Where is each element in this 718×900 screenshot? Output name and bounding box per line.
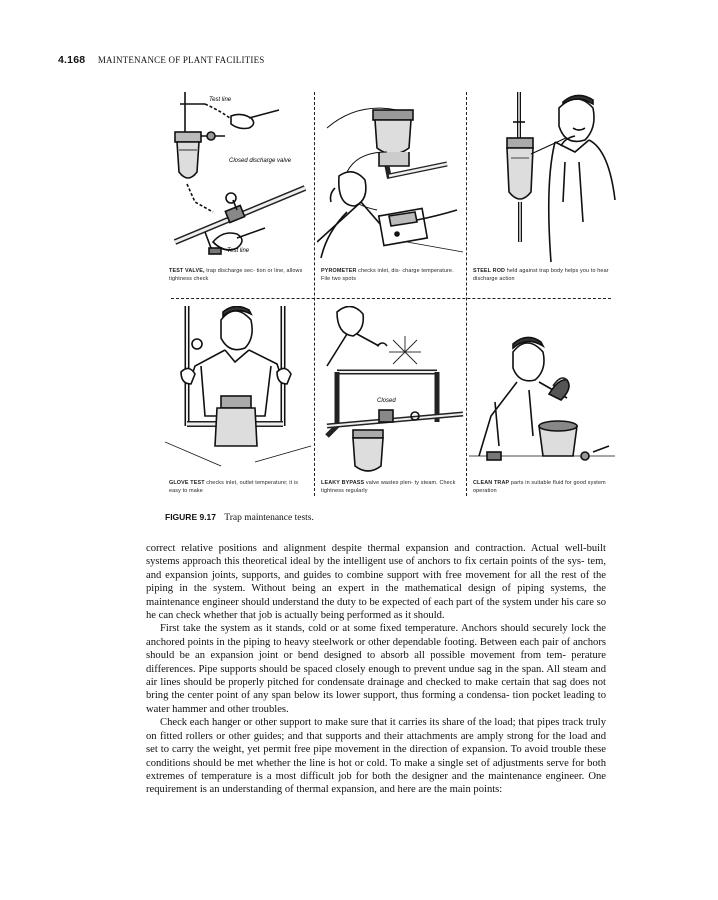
label-closed-discharge: Closed discharge valve — [229, 158, 292, 164]
leaky-bypass-illustration — [317, 306, 465, 476]
panel-test-valve — [165, 92, 313, 292]
separator-horizontal — [171, 298, 611, 299]
caption-bold: CLEAN TRAP — [473, 480, 510, 486]
separator-vertical-right — [466, 92, 467, 496]
test-valve-illustration — [165, 92, 313, 262]
panel-pyrometer — [317, 92, 465, 292]
figure-trap-maintenance — [165, 92, 617, 502]
page-number: 4.168 — [58, 54, 86, 66]
running-header — [58, 54, 264, 66]
panel-steel-rod — [469, 92, 617, 292]
steam-leak-burst — [389, 336, 421, 364]
paragraph-3: Check each hanger or other support to make sure that it carries its share of the load; that pipes track truly on fitted rollers or other guides; and that supports and their attachments are amply strong for the load and set to carry the weight, yet permit free pipe movement in the direction of expansion. To avoid trouble these conditions should be met whether the line is hot or cold. To make a single set of adjustments serve for both extremes of temperature is a most difficult job for both the designer and the maintenance engineer. One requirement is an understanding of thermal expansion, and here are the main points: — [146, 717, 606, 796]
caption-text: checks inlet, outlet temperature; it is easy to make — [169, 480, 299, 494]
caption-glove-test — [169, 480, 309, 495]
caption-steel-rod — [473, 268, 613, 283]
figure-caption-text: Trap maintenance tests. — [224, 513, 314, 523]
separator-vertical-left — [314, 92, 315, 496]
panel-clean-trap — [469, 306, 617, 502]
label-test-line-top: Test line — [209, 97, 232, 103]
clean-trap-illustration — [469, 306, 617, 476]
caption-test-valve — [169, 268, 309, 283]
label-test-line-bottom: Test line — [227, 248, 250, 254]
caption-text: checks inlet, dis- charge temperature. File two spots — [321, 268, 454, 282]
figure-caption — [165, 512, 314, 523]
caption-clean-trap — [473, 480, 613, 495]
caption-bold: LEAKY BYPASS — [321, 480, 365, 486]
caption-text: trap discharge sec- tion or line, allows tightness check — [169, 268, 303, 282]
paragraph-2: First take the system as it stands, cold or at some fixed temperature. Anchors should securely lock the anchored points in the piping to heavy steelwork or other dependable footing. Between each pair of anchors should be an expansion joint or bend designed to absorb all possible movement from tem- perature differences. Pipe supports should be spaced closely enough to prevent undue sag in the span. All steam and air lines should be properly pitched for condensate drainage and checked to make certain that sag does not bring the center point of any span below its lower support, thus forming a condensa- tion pocket leading to water hammer and other troubles. — [146, 623, 606, 715]
label-closed: Closed — [377, 398, 396, 404]
caption-bold: STEEL ROD — [473, 268, 506, 274]
running-title: MAINTENANCE OF PLANT FACILITIES — [97, 55, 265, 65]
pyrometer-illustration — [317, 92, 465, 262]
body-text — [146, 542, 606, 797]
steel-rod-illustration — [469, 92, 617, 262]
caption-leaky-bypass — [321, 480, 461, 495]
caption-bold: GLOVE TEST — [169, 480, 205, 486]
paragraph-1: correct relative positions and alignment despite thermal expansion and contraction. Actual well-built systems approach this theoretical ideal by the intelligent use of anchors to fix certain points of the sys- tem, and expansion joints, supports, and guides to combine support with free movement for all the rest of the piping in the system. Without being an expert in the mathematical design of piping systems, the maintenance engineer should understand the duty to be expected of each part of the system under his care so he can check whether that job is actually being performed as it should. — [146, 543, 606, 622]
glove-test-illustration — [165, 306, 313, 476]
panel-glove-test — [165, 306, 313, 502]
caption-text: valve wastes plen- ty steam. Check tightness regularly — [321, 480, 456, 494]
caption-bold: PYROMETER — [321, 268, 357, 274]
figure-caption-label: FIGURE 9.17 — [165, 512, 217, 522]
caption-text: held against trap body helps you to hear discharge action — [473, 268, 609, 282]
caption-bold: TEST VALVE, — [169, 268, 205, 274]
panel-leaky-bypass — [317, 306, 465, 502]
caption-pyrometer — [321, 268, 461, 283]
caption-text: parts in suitable fluid for good system operation — [473, 480, 606, 494]
